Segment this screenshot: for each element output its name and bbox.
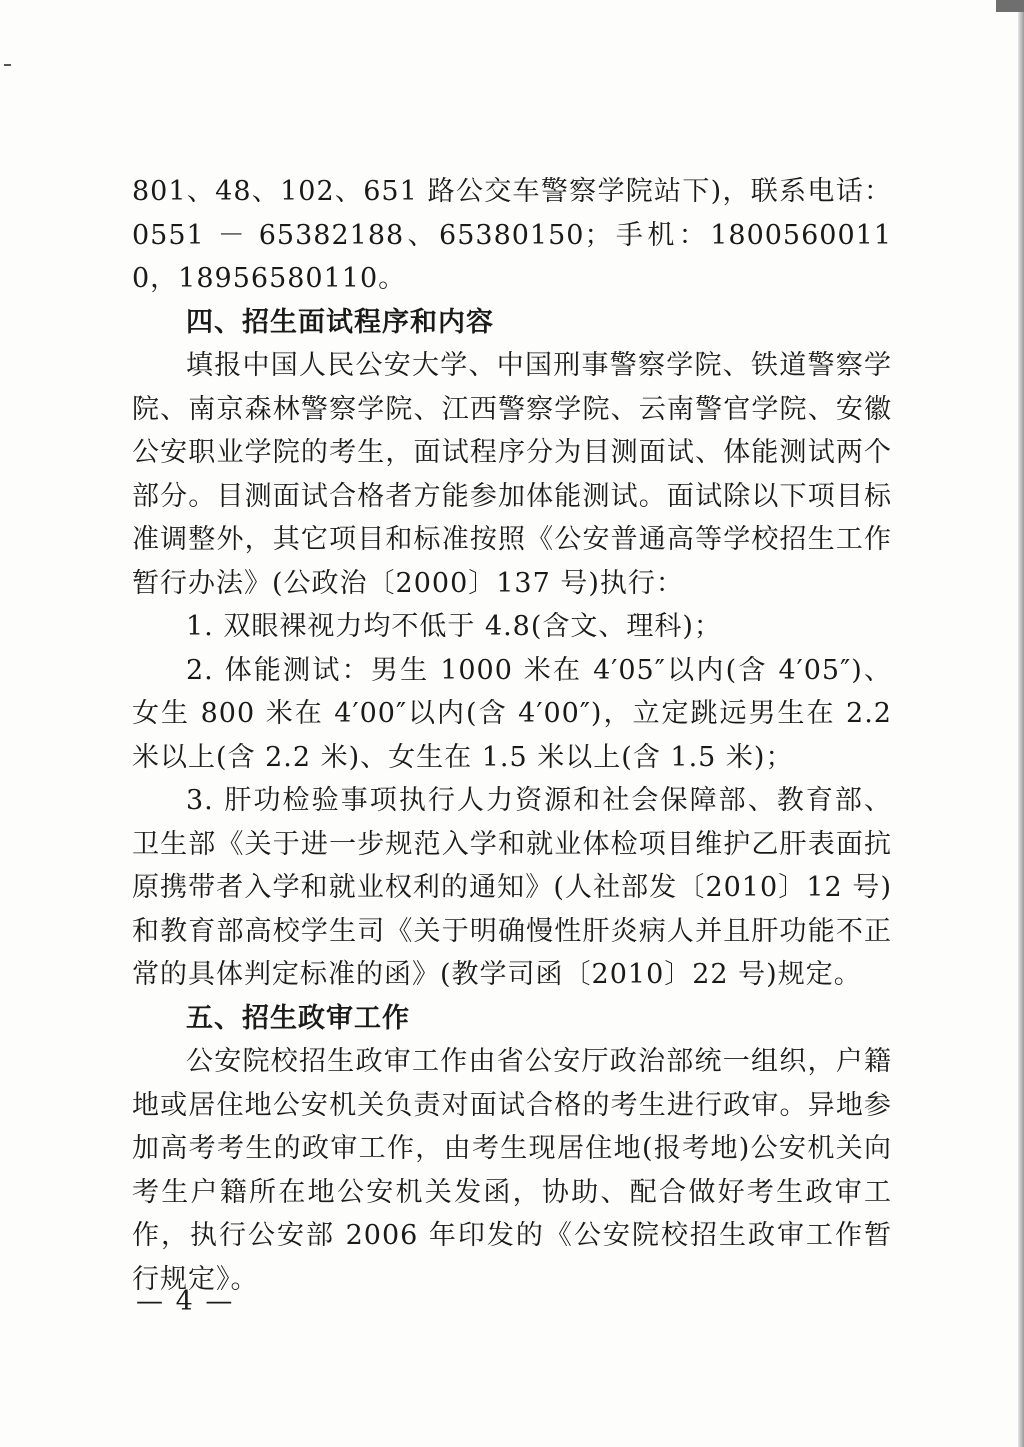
scan-edge — [1018, 0, 1024, 1447]
paragraph-interview-intro: 填报中国人民公安大学、中国刑事警察学院、铁道警察学院、南京森林警察学院、江西警察学院、云南警官学院、安徽公安职业学院的考生，面试程序分为目测面试、体能测试两个部分。目测面试合格者方能参加体能测试。面试除以下项目标准调整外，其它项目和标准按照《公安普通高等学校招生工作暂行办法》(公政治〔2000〕137 号)执行： — [132, 350, 892, 599]
list-item-liver-test: 3. 肝功检验事项执行人力资源和社会保障部、教育部、卫生部《关于进一步规范入学和就业体检项目维护乙肝表面抗原携带者入学和就业权利的通知》(人社部发〔2010〕12 号)和教育部高校学生司《关于明确慢性肝炎病人并且肝功能不正常的具体判定标准的函》(教学司函〔2010〕22 号)规定。 — [132, 785, 892, 990]
section-heading-political-review: 五、招生政审工作 — [186, 1002, 410, 1034]
list-item-fitness: 2. 体能测试：男生 1000 米在 4′05″以内(含 4′05″)、女生 800 米在 4′00″以内(含 4′00″)，立定跳远男生在 2.2 米以上(含 2.2 米)、女生在 1.5 米以上(含 1.5 米)； — [132, 654, 892, 773]
page-number: — 4 — — [136, 1286, 235, 1317]
paragraph-contact: 801、48、102、651 路公交车警察学院站下)，联系电话：0551 － 65382188、65380150；手机：18005600110，18956580110。 — [132, 176, 892, 294]
scan-mark — [4, 64, 11, 66]
section-heading-interview: 四、招生面试程序和内容 — [186, 306, 494, 338]
paragraph-political-review: 公安院校招生政审工作由省公安厅政治部统一组织，户籍地或居住地公安机关负责对面试合格的考生进行政审。异地参加高考考生的政审工作，由考生现居住地(报考地)公安机关向考生户籍所在地公安机关发函，协助、配合做好考生政审工作，执行公安部 2006 年印发的《公安院校招生政审工作暂行规定》。 — [132, 1046, 892, 1295]
document-body — [132, 170, 892, 1301]
scan-corner — [996, 0, 1024, 12]
list-item-vision: 1. 双眼裸视力均不低于 4.8(含文、理科)； — [186, 611, 722, 642]
